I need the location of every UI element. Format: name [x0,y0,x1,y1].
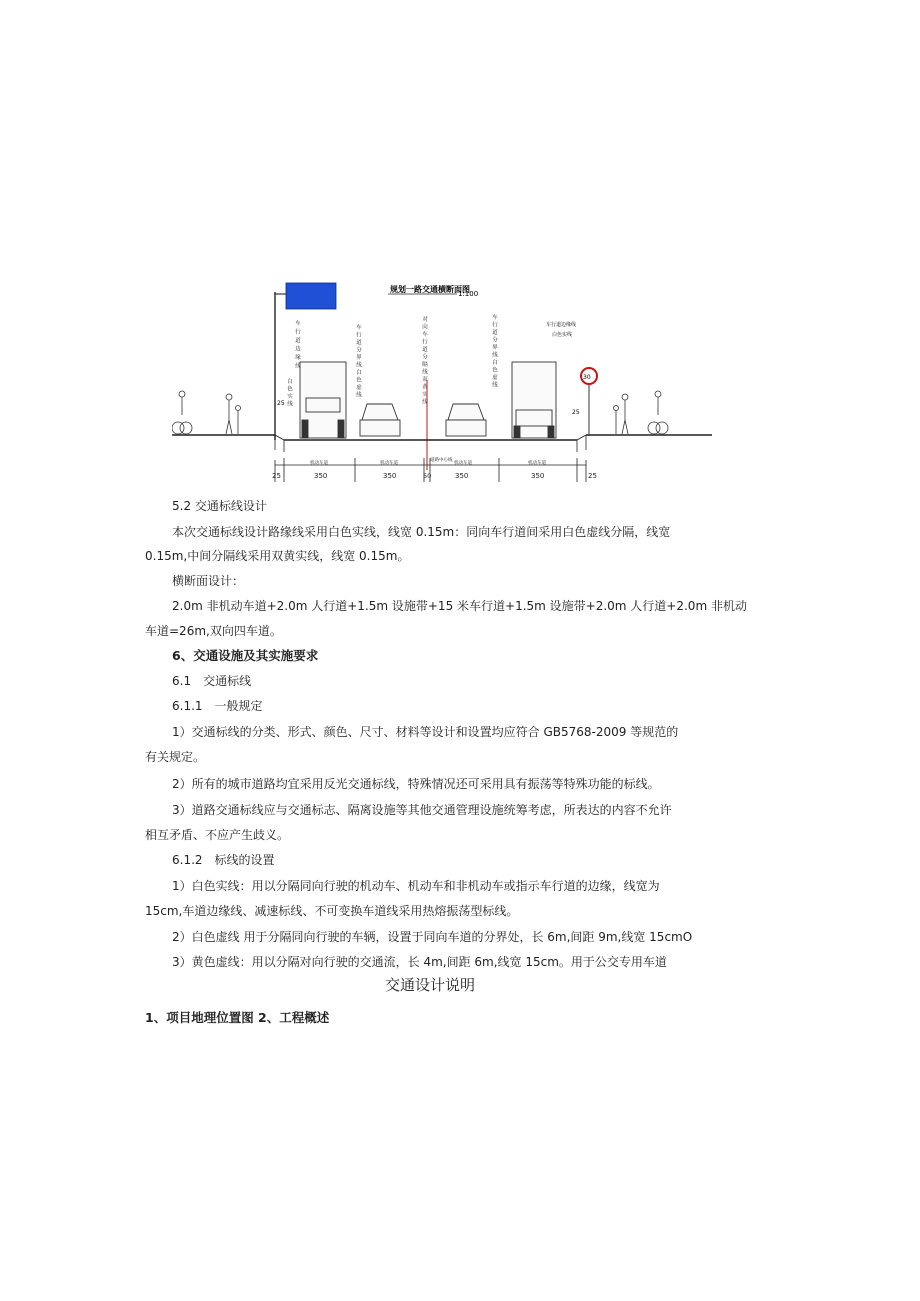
section-5-2-heading: 5.2 交通标线设计 [172,499,267,513]
vertical-label-3: 对向车行道分隔线双黄实线 [421,316,427,406]
lane-label-2: 机动车道 [380,461,398,466]
setting-3: 3）黄色虚线：用以分隔对向行驶的交通流，长 4m,间距 6m,线宽 15cm。用于公交专用车道 [172,955,667,969]
cyclist-right [648,391,668,434]
drawing-scale: 1:100 [458,290,479,298]
setting-2: 2）白色虚线 用于分隔同向行驶的车辆，设置于同向车道的分界处，长 6m,间距 9m,线宽 15cmO [172,930,693,944]
drawing-title: 规划一路交通横断面图 [390,285,470,294]
rule-1a: 1）交通标线的分类、形式、颜色、尺寸、材料等设计和设置均应符合 GB5768-2009 等规范的 [172,725,679,739]
road-surface [172,435,712,452]
dim-lane-2: 350 [383,472,397,480]
lane-label-3: 机动车道 [454,461,472,466]
right-height-dim: 25 [572,409,580,416]
section-6-1-1-heading: 6.1.1 一般规定 [172,699,263,713]
cross-section-drawing [172,280,712,490]
rule-3b: 相互矛盾、不应产生歧义。 [145,828,290,842]
document-title: 交通设计说明 [384,976,475,994]
rule-2: 2）所有的城市道路均宜采用反光交通标线，特殊情况还可采用具有振荡等特殊功能的标线。 [172,777,660,791]
lane-label-1: 机动车道 [310,461,328,466]
rule-1b: 有关规定。 [145,750,206,764]
lane-label-4: 机动车道 [528,461,546,466]
setting-1b: 15cm,车道边缘线、减速标线、不可变换车道线采用热熔振荡型标线。 [145,904,519,918]
truck-left [300,362,346,438]
lane-label-center: 道路中心线 [430,458,453,463]
dim-lane-3: 350 [455,472,469,480]
cross-section-label: 横断面设计： [172,574,245,588]
rule-3a: 3）道路交通标线应与交通标志、隔离设施等其他交通管理设施统筹考虑，所表达的内容不允许 [172,803,672,817]
dim-lane-4: 350 [531,472,545,480]
right-top-label-1: 车行道边缘线 [546,322,577,328]
pedestrians-left [226,394,241,434]
bottom-heading: 1、项目地理位置图 2、工程概述 [145,1010,330,1025]
vertical-label-2: 车行道分界线白色虚线 [355,324,361,399]
vertical-label-1: 车行道边缘线 [294,320,300,371]
section-6-heading: 6、交通设施及其实施要求 [172,648,319,663]
paragraph-marking-1b: 0.15m,中间分隔线采用双黄实线，线宽 0.15m。 [145,549,410,563]
paragraph-marking-1a: 本次交通标线设计路缘线采用白色实线，线宽 0.15m：同向车行道间采用白色虚线分隔，线宽 [172,525,671,539]
setting-1a: 1）白色实线：用以分隔同向行驶的机动车、机动车和非机动车或指示车行道的边缘，线宽为 [172,879,660,893]
left-height-dim: 25 [277,400,285,407]
car-right [446,404,486,436]
dim-left: 25 [272,472,281,480]
cross-section-formula-b: 车道=26m,双向四车道。 [145,624,282,638]
speed-limit-sign [581,368,597,436]
pedestrians-right [614,394,629,434]
section-6-1-heading: 6.1 交通标线 [172,674,252,688]
cross-section-formula-a: 2.0m 非机动车道+2.0m 人行道+1.5m 设施带+15 米车行道+1.5m 设施带+2.0m 人行道+2.0m 非机动 [172,599,747,613]
car-left [360,404,400,436]
vertical-label-4: 车行道分界线白色虚线 [491,314,497,389]
section-6-1-2-heading: 6.1.2 标线的设置 [172,853,275,867]
cyclist-left [172,391,192,434]
dim-lane-1: 350 [314,472,328,480]
left-side-label: 白色实线 [286,378,292,408]
right-top-label-2: 白色实线 [552,332,573,338]
truck-right [512,362,556,438]
dim-center: 50 [423,472,432,480]
dim-right: 25 [588,472,597,480]
svg-text:30: 30 [583,374,591,381]
